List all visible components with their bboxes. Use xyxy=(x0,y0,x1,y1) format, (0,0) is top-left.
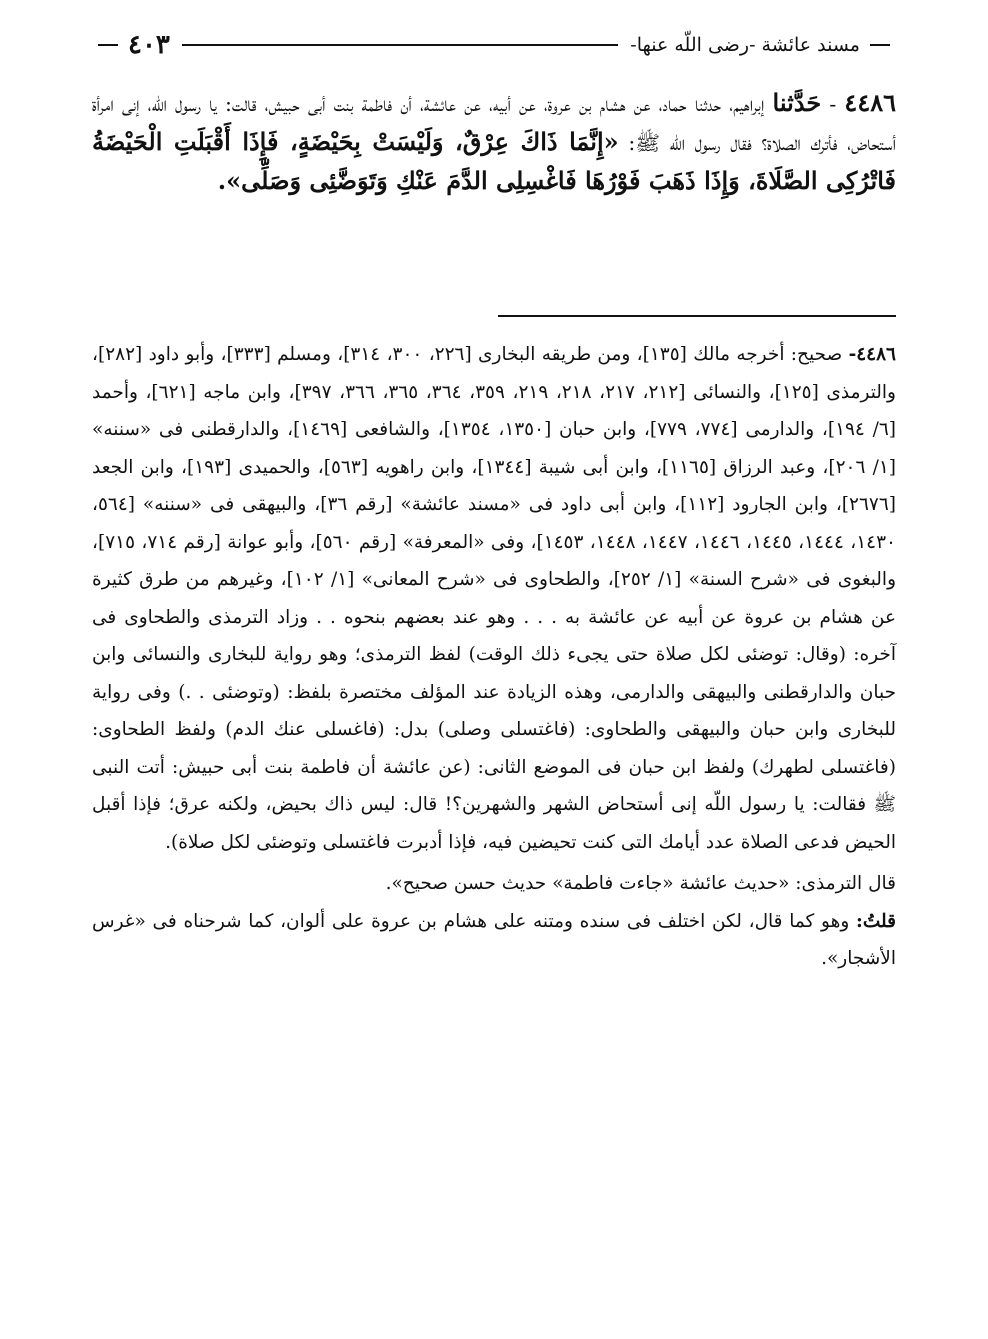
hadith-prophetic-quote: «إِنَّمَا ذَاكَ عِرْقٌ، وَلَيْسَتْ بِحَيْضَةٍ، فَإِذَا أَقْبَلَتِ الْحَيْضَةُ فَاتْرُكِى الصَّلَاةَ، وَإِذَا ذَهَبَ فَوْرُهَا فَاغْسِلِى الدَّمَ عَنْكِ وَتَوَضَّئِى وَصَلِّى». xyxy=(92,127,896,195)
running-header xyxy=(92,30,896,60)
hadith-block xyxy=(92,84,896,201)
hadith-number: ٤٤٨٦ xyxy=(844,88,896,117)
footnote-separator xyxy=(498,315,896,317)
footnote-number: ٤٤٨٦- xyxy=(848,344,896,365)
hadith-opening: حَدَّثنا xyxy=(772,88,822,117)
footnote-takhrij-text: صحيح: أخرجه مالك [١٣٥]، ومن طريقه البخارى [٢٢٦، ٣٠٠، ٣١٤]، ومسلم [٣٣٣]، وأبو داود [٢٨٢]، والترمذى [١٢٥]، والنسائى [٢١٢، ٢١٧، ٢١٨، ٢١٩، ٣٥٩، ٣٦٤، ٣٦٥، ٣٦٦، ٣٩٧]، وابن ماجه [٦٢١]، وأحمد [٦/ ١٩٤]، والدارمى [٧٧٤، ٧٧٩]، وابن حبان [١٣٥٠، ١٣٥٤]، والشافعى [١٤٦٩]، والدارقطنى فى «سننه» [١/ ٢٠٦]، وعبد الرزاق [١١٦٥]، وابن أبى شيبة [١٣٤٤]، وابن راهويه [٥٦٣]، والحميدى [١٩٣]، وابن الجعد [٢٦٧٦]، وابن الجارود [١١٢]، وابن أبى داود فى «مسند عائشة» [رقم ٣٦]، والبيهقى فى «سننه» [٥٦٤، ١٤٣٠، ١٤٤٤، ١٤٤٥، ١٤٤٦، ١٤٤٧، ١٤٤٨، ١٤٥٣]، وفى «المعرفة» [رقم ٥٦٠]، وأبو عوانة [رقم ٧١٤، ٧١٥]، والبغوى فى «شرح السنة» [١/ ٢٥٢]، والطحاوى فى «شرح المعانى» [١/ ١٠٢]، وغيرهم من طرق كثيرة عن هشام بن عروة عن أبيه عن عائشة به . . . وهو عند بعضهم بنحوه . . وزاد الترمذى والطحاوى فى آخره: (وقال: توضئى لكل صلاة حتى يجىء ذلك الوقت) لفظ الترمذى؛ وهو رواية للبخارى والنسائى وابن حبان والدارقطنى والبيهقى والدارمى، وهذه الزيادة عند المؤلف مختصرة بلفظ: (وتوضئى . .) وفى رواية للبخارى وابن حبان والبيهقى والطحاوى: (فاغتسلى وصلى) بدل: (فاغسلى عنك الدم) ولفظ الطحاوى: (فاغتسلى لطهرك) ولفظ ابن حبان فى الموضع الثانى: (عن عائشة أن فاطمة بنت أبى حبيش: أتت النبى ﷺ فقالت: يا رسول اللّه إنى أستحاض الشهر والشهرين؟! قال: ليس ذاك بحيض، ولكنه عرق؛ فإذا أقبل الحيض فدعى الصلاة عدد أيامك التى كنت تحيضين فيه، فإذا أدبرت فاغتسلى وتوضئى لكل صلاة). xyxy=(92,344,897,853)
qultu-text: وهو كما قال، لكن اختلف فى سنده ومتنه على هشام بن عروة على ألوان، كما شرحناه فى «غرس الأشجار». xyxy=(92,910,896,969)
header-dash-right xyxy=(870,44,890,46)
header-rule xyxy=(182,44,618,46)
hadith-isnad-text: إبراهيم، حدثنا حماد، عن هشام بن عروة، عن أبيه، عن عائشة، أن فاطمة بنت أبى حبيش، قالت: يا رسول اللّه، إنى امرأة أستحاض، فأترك الصلاة؟ فقال رسول اللّه ﷺ: xyxy=(92,92,896,155)
qultu-paragraph xyxy=(92,903,896,978)
tirmidhi-verdict: قال الترمذى: «حديث عائشة «جاءت فاطمة» حديث حسن صحيح». xyxy=(385,873,896,894)
footnote-block xyxy=(92,336,896,978)
qultu-label: قلتُ: xyxy=(856,910,896,932)
header-title: مسند عائشة -رضى اللّه عنها- xyxy=(630,34,860,56)
page-number: ٤٠٣ xyxy=(128,30,170,60)
hadith-number-dash: - xyxy=(821,92,837,116)
header-dash-left xyxy=(98,44,118,46)
footnote-takhrij-paragraph xyxy=(92,336,896,861)
